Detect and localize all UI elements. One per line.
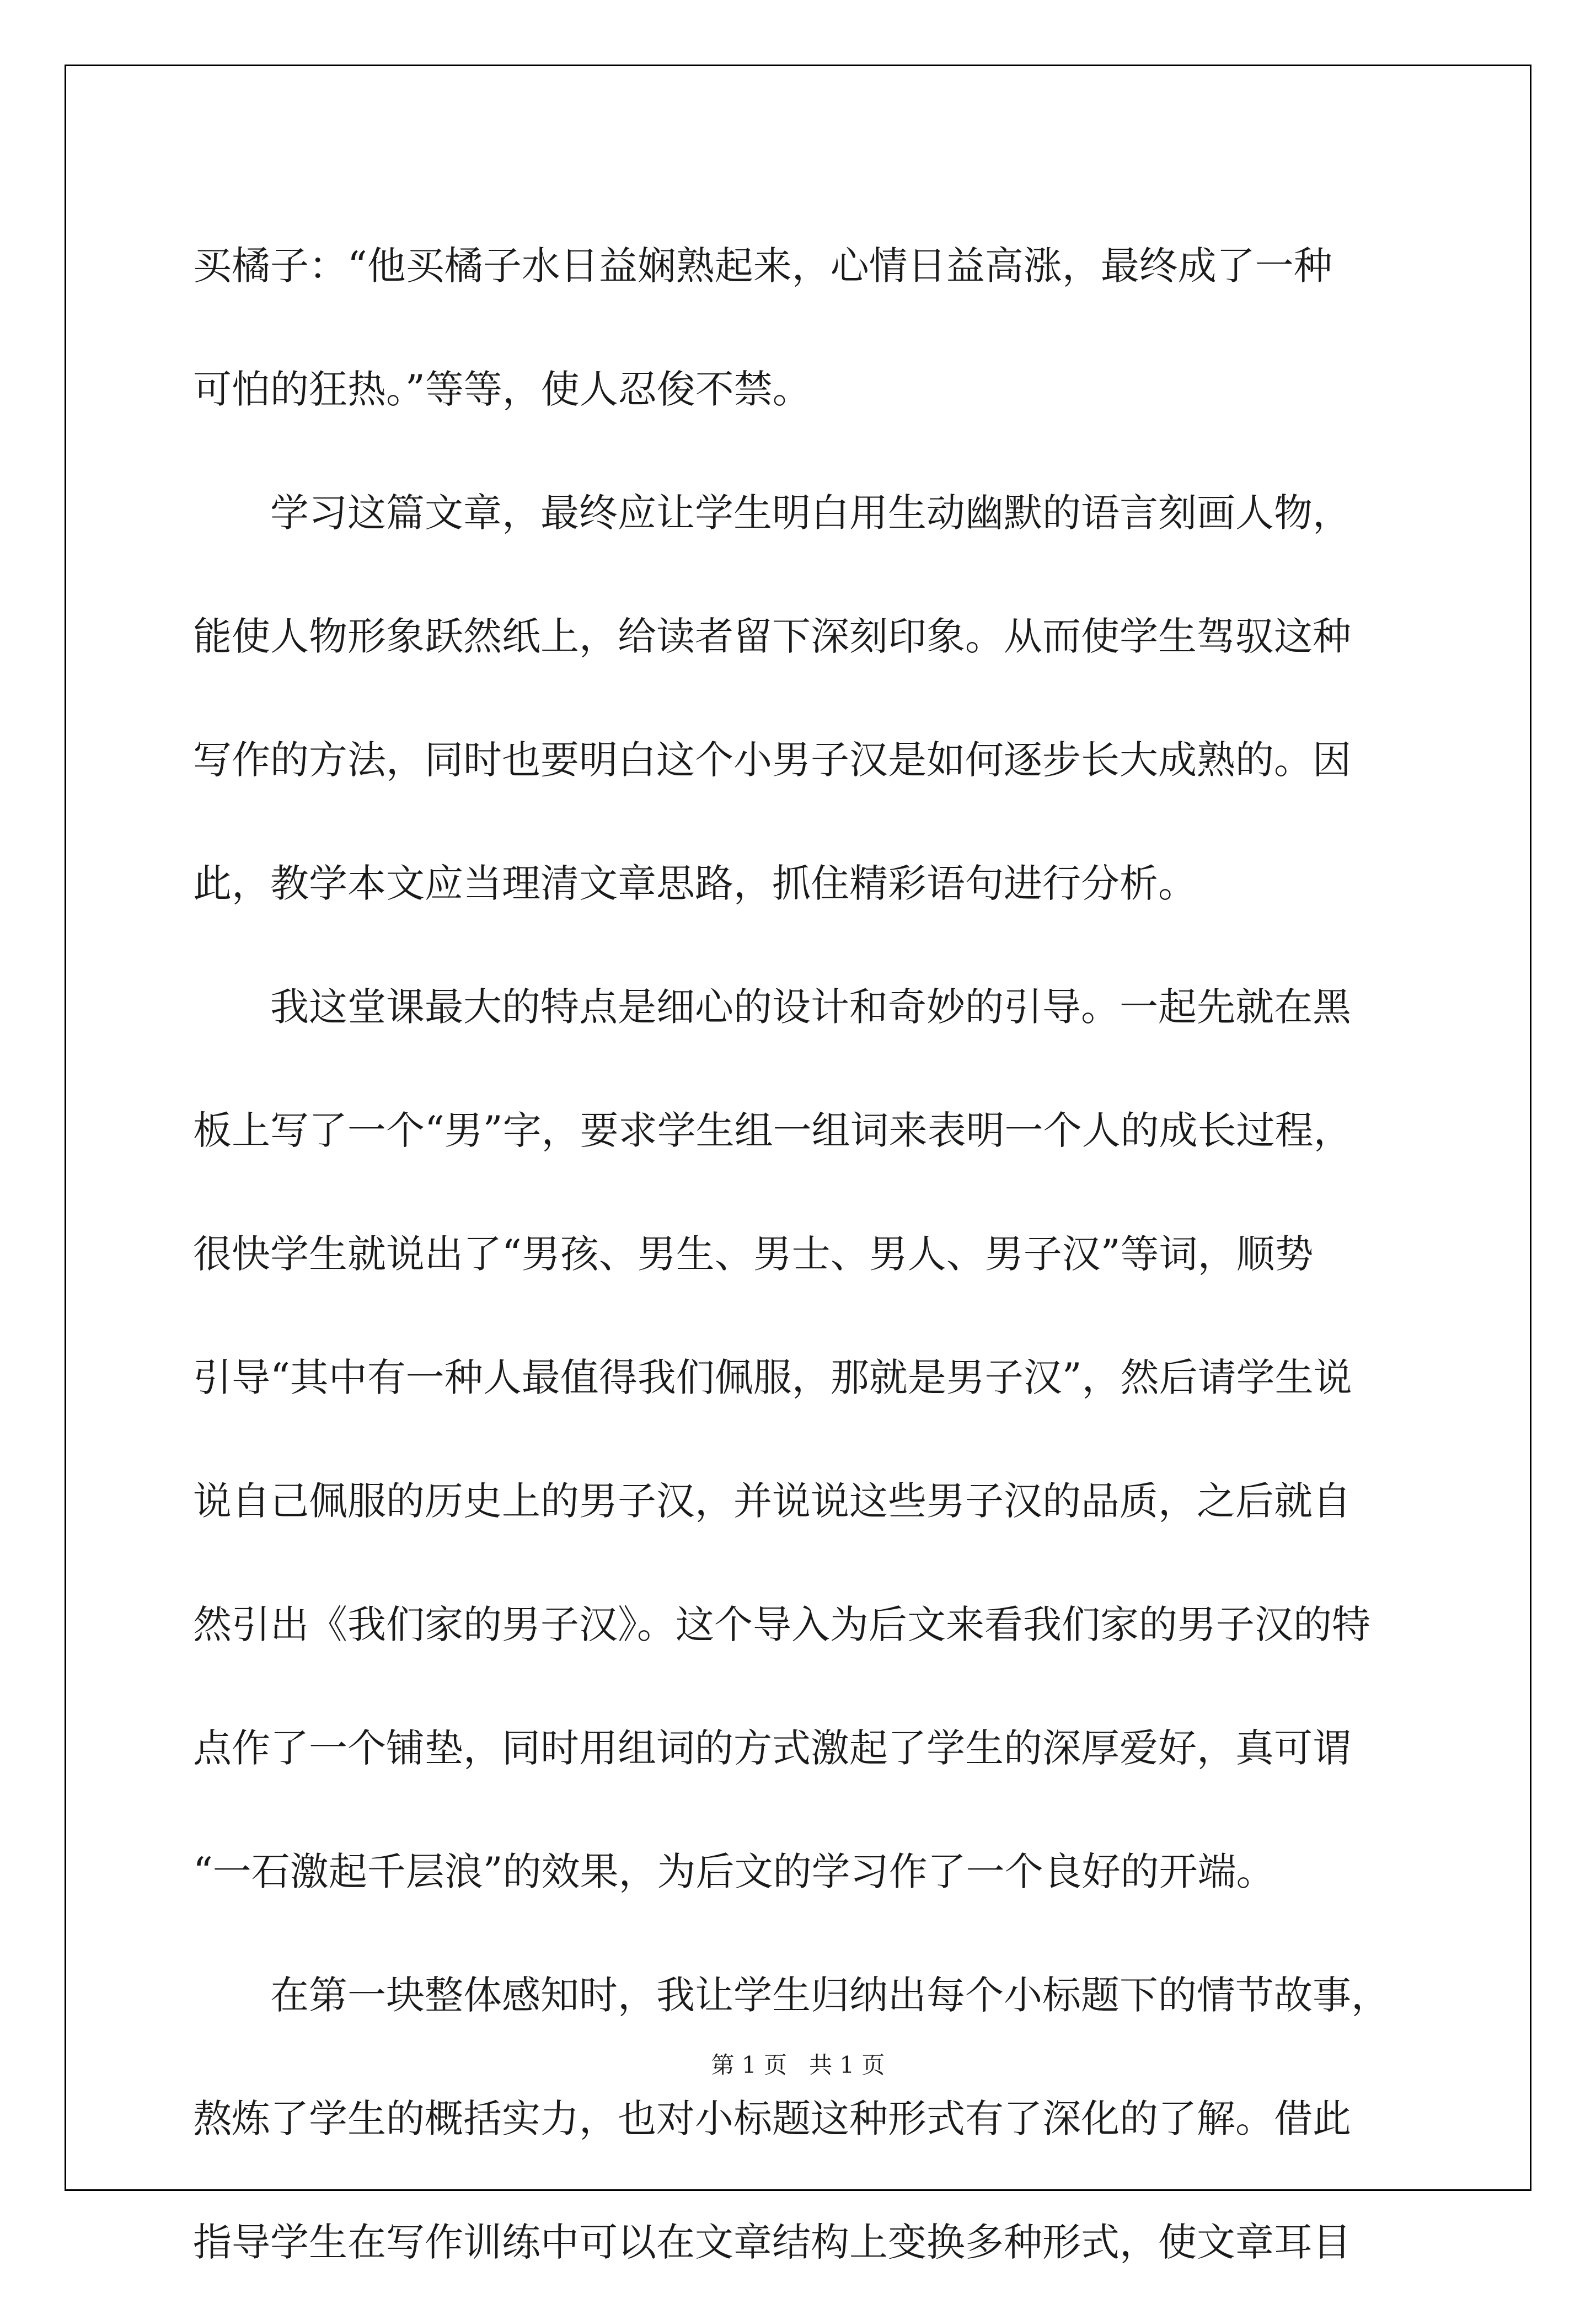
text-line: 点作了一个铺垫，同时用组词的方式激起了学生的深厚爱好，真可谓	[193, 1726, 1351, 1771]
text-line: 板上写了一个“男”字，要求学生组一组词来表明一个人的成长过程，	[193, 1108, 1352, 1153]
text-line: “一石激起千层浪”的效果，为后文的学习作了一个良好的开端。	[193, 1849, 1275, 1894]
text-line: 指导学生在写作训练中可以在文章结构上变换多种形式，使文章耳目	[193, 2220, 1351, 2265]
page-total: 共 1 页	[809, 2051, 885, 2078]
text-line: 熬炼了学生的概括实力，也对小标题这种形式有了深化的了解。借此	[193, 2096, 1351, 2141]
paragraph-1	[193, 204, 1412, 451]
text-line: 此，教学本文应当理清文章思路，抓住精彩语句进行分析。	[193, 861, 1197, 906]
paragraph-4	[193, 1933, 1412, 2304]
document-body	[193, 204, 1412, 2304]
text-line: 买橘子：“他买橘子水日益娴熟起来，心情日益高涨，最终成了一种	[193, 243, 1332, 288]
page-footer	[0, 2047, 1596, 2080]
text-line: 然引出《我们家的男子汉》。这个导入为后文来看我们家的男子汉的特	[193, 1602, 1370, 1647]
text-line: 说自己佩服的历史上的男子汉，并说说这些男子汉的品质，之后就自	[193, 1478, 1351, 1524]
text-line: 学习这篇文章，最终应让学生明白用生动幽默的语言刻画人物，	[270, 490, 1351, 535]
text-line: 很快学生就说出了“男孩、男生、男士、男人、男子汉”等词，顺势	[193, 1231, 1314, 1277]
text-line: 能使人物形象跃然纸上，给读者留下深刻印象。从而使学生驾驭这种	[193, 614, 1351, 659]
text-line: 在第一块整体感知时，我让学生归纳出每个小标题下的情节故事，	[270, 1973, 1390, 2018]
paragraph-3	[193, 945, 1412, 1933]
page-number: 第 1 页	[711, 2051, 787, 2078]
text-line: 写作的方法，同时也要明白这个小男子汉是如何逐步长大成熟的。因	[193, 737, 1351, 783]
text-line: 可怕的狂热。”等等，使人忍俊不禁。	[193, 367, 811, 412]
text-line: 引导“其中有一种人最值得我们佩服，那就是男子汉”，然后请学生说	[193, 1355, 1352, 1400]
paragraph-2	[193, 451, 1412, 945]
text-line: 我这堂课最大的特点是细心的设计和奇妙的引导。一起先就在黑	[270, 984, 1351, 1030]
